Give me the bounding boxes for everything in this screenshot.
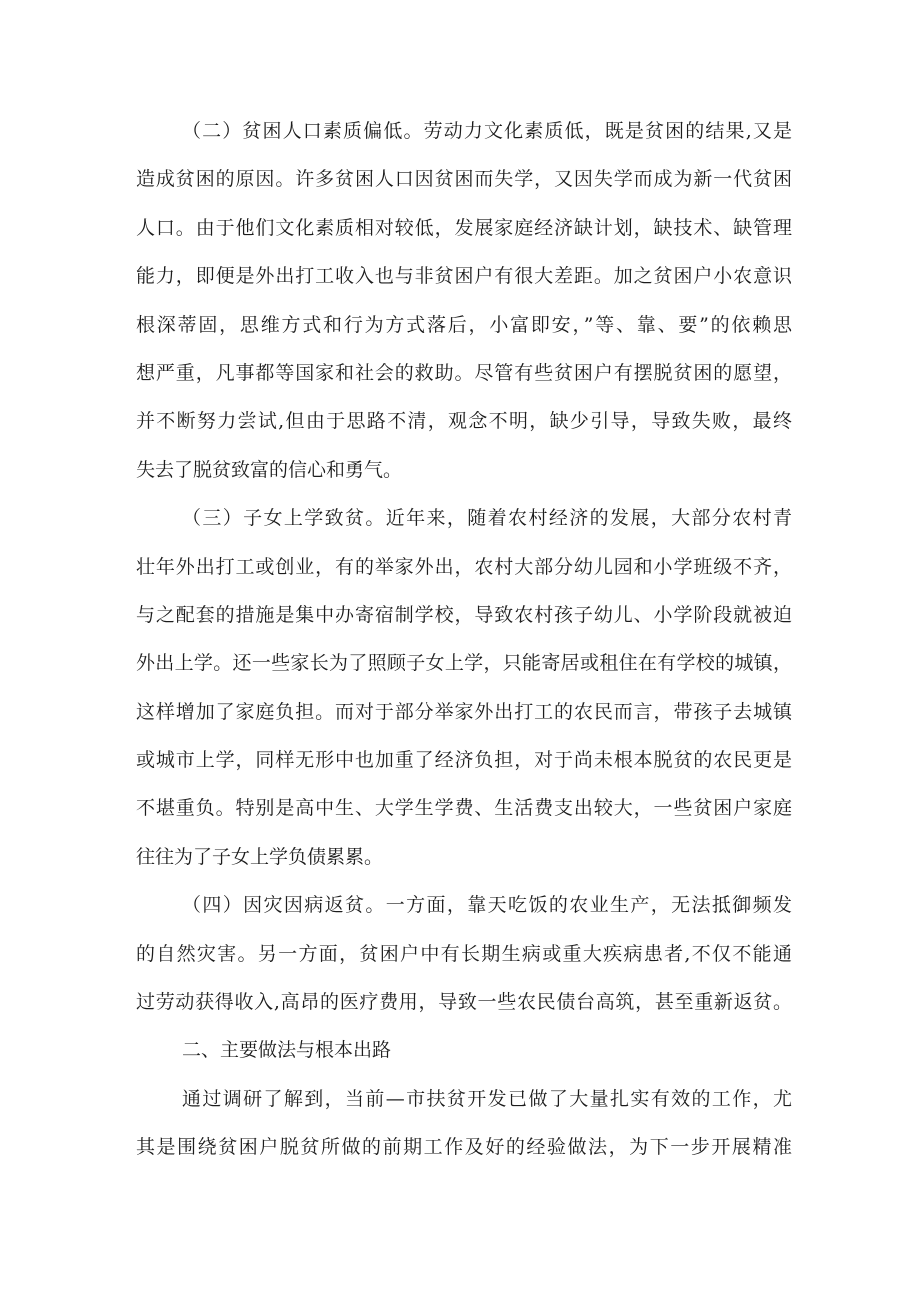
paragraph-research-findings: [136, 1075, 792, 1172]
text-line: 壮年外出打工或创业，有的举家外出，农村大部分幼儿园和小学班级不齐，: [136, 555, 792, 578]
text-line: 不堪重负。特别是高中生、大学生学费、生活费支出较大，一些贫困户家庭: [136, 797, 792, 820]
text-line: （二）贫困人口素质偏低。劳动力文化素质低，既是贫困的结果,又是: [182, 120, 792, 142]
text-line: 这样增加了家庭负担。而对于部分举家外出打工的农民而言，带孩子去城镇: [136, 700, 792, 723]
text-line: 过劳动获得收入,高昂的医疗费用，导致一些农民债台高筑，甚至重新返贫。: [136, 991, 792, 1014]
text-line: （四）因灾因病返贫。一方面，靠天吃饭的农业生产，无法抵御频发: [182, 894, 792, 917]
text-line: 并不断努力尝试,但由于思路不清，观念不明，缺少引导，导致失败，最终: [136, 410, 792, 433]
paragraph-education-poverty: [136, 494, 792, 881]
text-line: 人口。由于他们文化素质相对较低，发展家庭经济缺计划，缺技术、缺管理: [136, 216, 792, 239]
text-line: 与之配套的措施是集中办寄宿制学校，导致农村孩子幼儿、小学阶段就被迫: [136, 603, 792, 626]
text-line: （三）子女上学致贫。近年来，随着农村经济的发展，大部分农村青: [182, 507, 792, 530]
text-line: 造成贫困的原因。许多贫困人口因贫困而失学，又因失学而成为新一代贫困: [136, 168, 792, 191]
text-line: 往往为了子女上学负债累累。: [136, 845, 384, 868]
text-line: 其是围绕贫困户脱贫所做的前期工作及好的经验做法，为下一步开展精准: [136, 1136, 792, 1159]
text-line: 外出上学。还一些家长为了照顾子女上学，只能寄居或租住在有学校的城镇，: [136, 652, 792, 675]
text-line: 根深蒂固，思维方式和行为方式落后，小富即安，”等、靠、要”的依赖思: [136, 313, 792, 336]
text-line: 的自然灾害。另一方面，贫困户中有长期生病或重大疾病患者,不仅不能通: [136, 942, 792, 965]
document-body: [136, 107, 792, 1172]
text-line: 失去了脱贫致富的信心和勇气。: [136, 458, 403, 481]
paragraph-poverty-quality: [136, 107, 792, 494]
text-line: 想严重，凡事都等国家和社会的救助。尽管有些贫困户有摆脱贫困的愿望，: [136, 361, 792, 384]
paragraph-disaster-illness: [136, 881, 792, 1026]
text-line: 能力，即便是外出打工收入也与非贫困户有很大差距。加之贫困户小农意识: [136, 265, 792, 288]
section-heading: 二、主要做法与根本出路: [182, 1039, 392, 1062]
text-line: 或城市上学，同样无形中也加重了经济负担，对于尚未根本脱贫的农民更是: [136, 749, 792, 772]
text-line: 通过调研了解到，当前—市扶贫开发已做了大量扎实有效的工作，尤: [182, 1087, 792, 1110]
